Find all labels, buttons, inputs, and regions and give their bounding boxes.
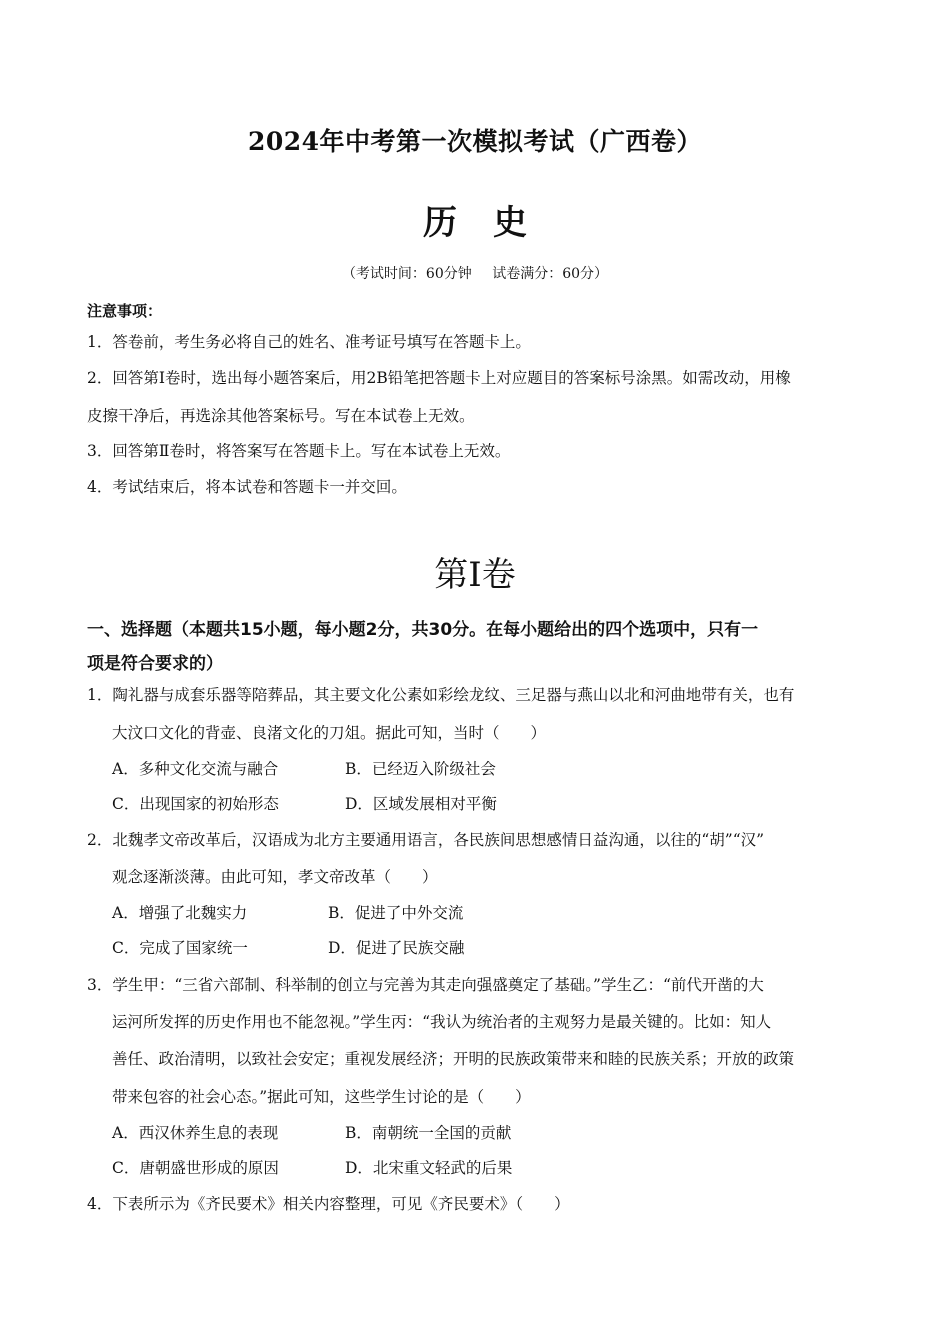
question-1-option-a: A．多种文化交流与融合 [112,760,279,778]
question-2-option-d: D．促进了民族交融 [328,939,465,957]
question-3-stem: 善任、政治清明，以致社会安定；重视发展经济；开明的民族政策带来和睦的民族关系；开放的政策 [112,1050,795,1068]
note-item: 皮擦干净后，再选涂其他答案标号。写在本试卷上无效。 [87,407,475,425]
question-1-option-d: D．区域发展相对平衡 [345,795,497,813]
question-1-stem: 1．陶礼器与成套乐器等陪葬品，其主要文化公素如彩绘龙纹、三足器与燕山以北和河曲地带有关，也有 [87,686,795,704]
notes-heading: 注意事项： [87,302,163,320]
note-item: 1．答卷前，考生务必将自己的姓名、准考证号填写在答题卡上。 [87,333,531,351]
question-3-stem: 运河所发挥的历史作用也不能忽视。”学生丙：“我认为统治者的主观努力是最关键的。比如：知人 [112,1013,772,1031]
question-2-option-c: C．完成了国家统一 [112,939,248,957]
question-2-stem: 2．北魏孝文帝改革后，汉语成为北方主要通用语言，各民族间思想感情日益沟通，以往的“胡”“汉” [87,831,765,849]
question-2-stem: 观念逐渐淡薄。由此可知，孝文帝改革（ ） [112,868,438,886]
part-heading: 项是符合要求的） [87,654,223,674]
note-item: 4．考试结束后，将本试卷和答题卡一并交回。 [87,478,407,496]
question-2-option-b: B．促进了中外交流 [328,904,464,922]
subject-title: 历史 [423,203,563,243]
question-3-option-d: D．北宋重文轻武的后果 [345,1159,513,1177]
question-2-option-a: A．增强了北魏实力 [112,904,248,922]
question-4-stem: 4．下表所示为《齐民要术》相关内容整理，可见《齐民要术》（ ） [87,1195,570,1213]
question-3-stem: 带来包容的社会心态。”据此可知，这些学生讨论的是（ ） [112,1088,531,1106]
question-3-stem: 3．学生甲：“三省六部制、科举制的创立与完善为其走向强盛奠定了基础。”学生乙：“前代开凿的大 [87,976,764,994]
question-1-option-b: B．已经迈入阶级社会 [345,760,496,778]
question-3-option-b: B．南朝统一全国的贡献 [345,1124,512,1142]
question-3-option-c: C．唐朝盛世形成的原因 [112,1159,279,1177]
exam-info [0,263,950,283]
note-item: 2．回答第Ⅰ卷时，选出每小题答案后，用2B铅笔把答题卡上对应题目的答案标号涂黑。如需改动，用橡 [87,369,791,387]
question-1-option-c: C．出现国家的初始形态 [112,795,279,813]
exam-score-info: 试卷满分：60分） [492,266,609,282]
question-3-option-a: A．西汉休养生息的表现 [112,1124,279,1142]
part-heading: 一、选择题（本题共15小题，每小题2分，共30分。在每小题给出的四个选项中，只有一 [87,620,759,640]
question-1-stem: 大汶口文化的背壶、良渚文化的刀俎。据此可知，当时（ ） [112,724,547,742]
note-item: 3．回答第Ⅱ卷时，将答案写在答题卡上。写在本试卷上无效。 [87,442,511,460]
section-title: 第Ⅰ卷 [434,555,516,595]
exam-title: 2024年中考第一次模拟考试（广西卷） [247,127,703,156]
exam-time-info: （考试时间：60分钟 [341,266,472,282]
